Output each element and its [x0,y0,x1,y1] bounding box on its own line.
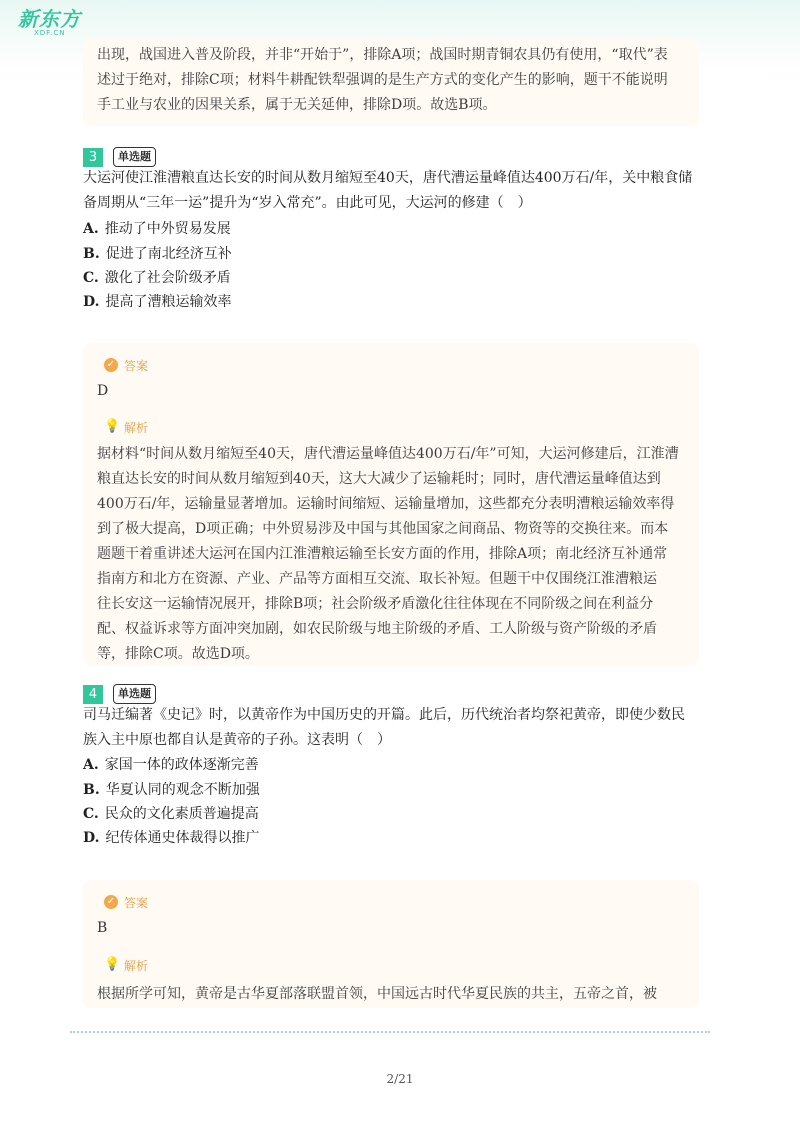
option-text: 提高了漕粮运输效率 [105,294,232,310]
analysis-line: 到了极大提高，D项正确；中外贸易涉及中国与其他国家之间商品、物资等的交换往来。而本 [97,521,669,537]
option-a[interactable] [83,219,231,239]
option-letter: B. [83,246,100,262]
option-d[interactable] [83,828,260,848]
prev-explanation-line: 述过于绝对，排除C项；材料牛耕配铁犁强调的是生产方式的变化产生的影响，题干不能说明 [97,72,668,88]
analysis-label: 解析 [124,420,149,435]
analysis-line: 等，排除C项。故选D项。 [97,646,259,662]
option-text: 激化了社会阶级矛盾 [104,270,231,286]
stem-line: 大运河使江淮漕粮直达长安的时间从数月缩短至40天，唐代漕运量峰值达400万石/年，关中粮食储 [83,170,693,186]
option-text: 华夏认同的观念不断加强 [105,782,260,798]
option-text: 推动了中外贸易发展 [104,221,231,237]
option-letter: D. [83,294,100,310]
question-number: 3 [83,148,103,167]
option-letter: D. [83,830,100,846]
analysis-label-row [104,418,148,436]
option-letter: C. [83,270,99,286]
option-c[interactable] [83,804,259,824]
lightbulb-icon: 💡 [104,957,121,972]
analysis-line: 题题干着重讲述大运河在国内江淮漕粮运输至长安方面的作用，排除A项；南北经济互补通常 [97,546,668,562]
option-letter: C. [83,806,99,822]
stem-line: 司马迁编著《史记》时，以黄帝作为中国历史的开篇。此后，历代统治者均祭祀黄帝，即使少数民 [83,707,685,723]
option-a[interactable] [83,755,259,775]
option-b[interactable] [83,244,232,264]
analysis-label: 解析 [124,958,149,973]
stem-line: 族入主中原也都自认是黄帝的子孙。这表明（ ） [83,732,391,748]
answer-label-row [104,356,148,374]
stem-line: 备周期从“三年一运”提升为“岁入常充”。由此可见，大运河的修建（ ） [83,195,532,211]
analysis-line: 粮直达长安的时间从数月缩短到40天，这大大减少了运输耗时；同时，唐代漕运量峰值达到 [97,471,661,487]
prev-explanation-box [83,38,699,126]
analysis-line: 据材料“时间从数月缩短至40天，唐代漕运量峰值达400万石/年”可知，大运河修建后，江淮漕 [97,446,679,462]
option-letter: B. [83,782,100,798]
option-letter: A. [83,221,99,237]
answer-value: B [97,920,108,936]
option-d[interactable] [83,292,232,312]
page-number: 2/21 [386,1072,414,1086]
prev-explanation-line: 手工业与农业的因果关系，属于无关延伸，排除D项。故选B项。 [97,97,497,113]
option-text: 家国一体的政体逐渐完善 [104,757,259,773]
analysis-text [97,442,697,667]
option-letter: A. [83,757,99,773]
check-circle-icon: ✓ [104,358,118,372]
divider [70,1031,710,1033]
question-number: 4 [83,685,103,704]
answer-value: D [97,383,109,399]
option-text: 民众的文化素质普遍提高 [104,806,259,822]
analysis-text [97,982,697,1007]
analysis-line: 往长安这一运输情况展开，排除B项；社会阶级矛盾激化往往体现在不同阶级之间在利益分 [97,596,654,612]
option-text: 纪传体通史体裁得以推广 [105,830,260,846]
answer-label: 答案 [124,358,149,373]
check-circle-icon: ✓ [104,895,118,909]
analysis-label-row [104,956,148,974]
analysis-line: 指南方和北方在资源、产业、产品等方面相互交流、取长补短。但题干中仅围绕江淮漕粮运 [97,571,657,587]
logo-subtitle: XDF.CN [34,29,66,37]
option-text: 促进了南北经济互补 [105,246,232,262]
question-type-badge: 单选题 [113,684,156,704]
logo: 新东方 [18,7,81,31]
prev-explanation-line: 出现，战国进入普及阶段，并非“开始于”，排除A项；战国时期青铜农具仍有使用，“取代”表 [97,47,668,63]
analysis-line: 根据所学可知，黄帝是古华夏部落联盟首领，中国远古时代华夏民族的共主，五帝之首，被 [97,986,657,1002]
analysis-line: 400万石/年，运输量显著增加。运输时间缩短、运输量增加，这些都充分表明漕粮运输效率得 [97,496,675,512]
option-c[interactable] [83,268,231,288]
question-stem [83,166,703,216]
answer-label: 答案 [124,895,149,910]
answer-label-row [104,893,148,911]
lightbulb-icon: 💡 [104,419,121,434]
question-stem [83,703,703,753]
option-b[interactable] [83,780,260,800]
question-type-badge: 单选题 [113,147,156,167]
analysis-line: 配、权益诉求等方面冲突加剧，如农民阶级与地主阶级的矛盾、工人阶级与资产阶级的矛盾 [97,621,657,637]
